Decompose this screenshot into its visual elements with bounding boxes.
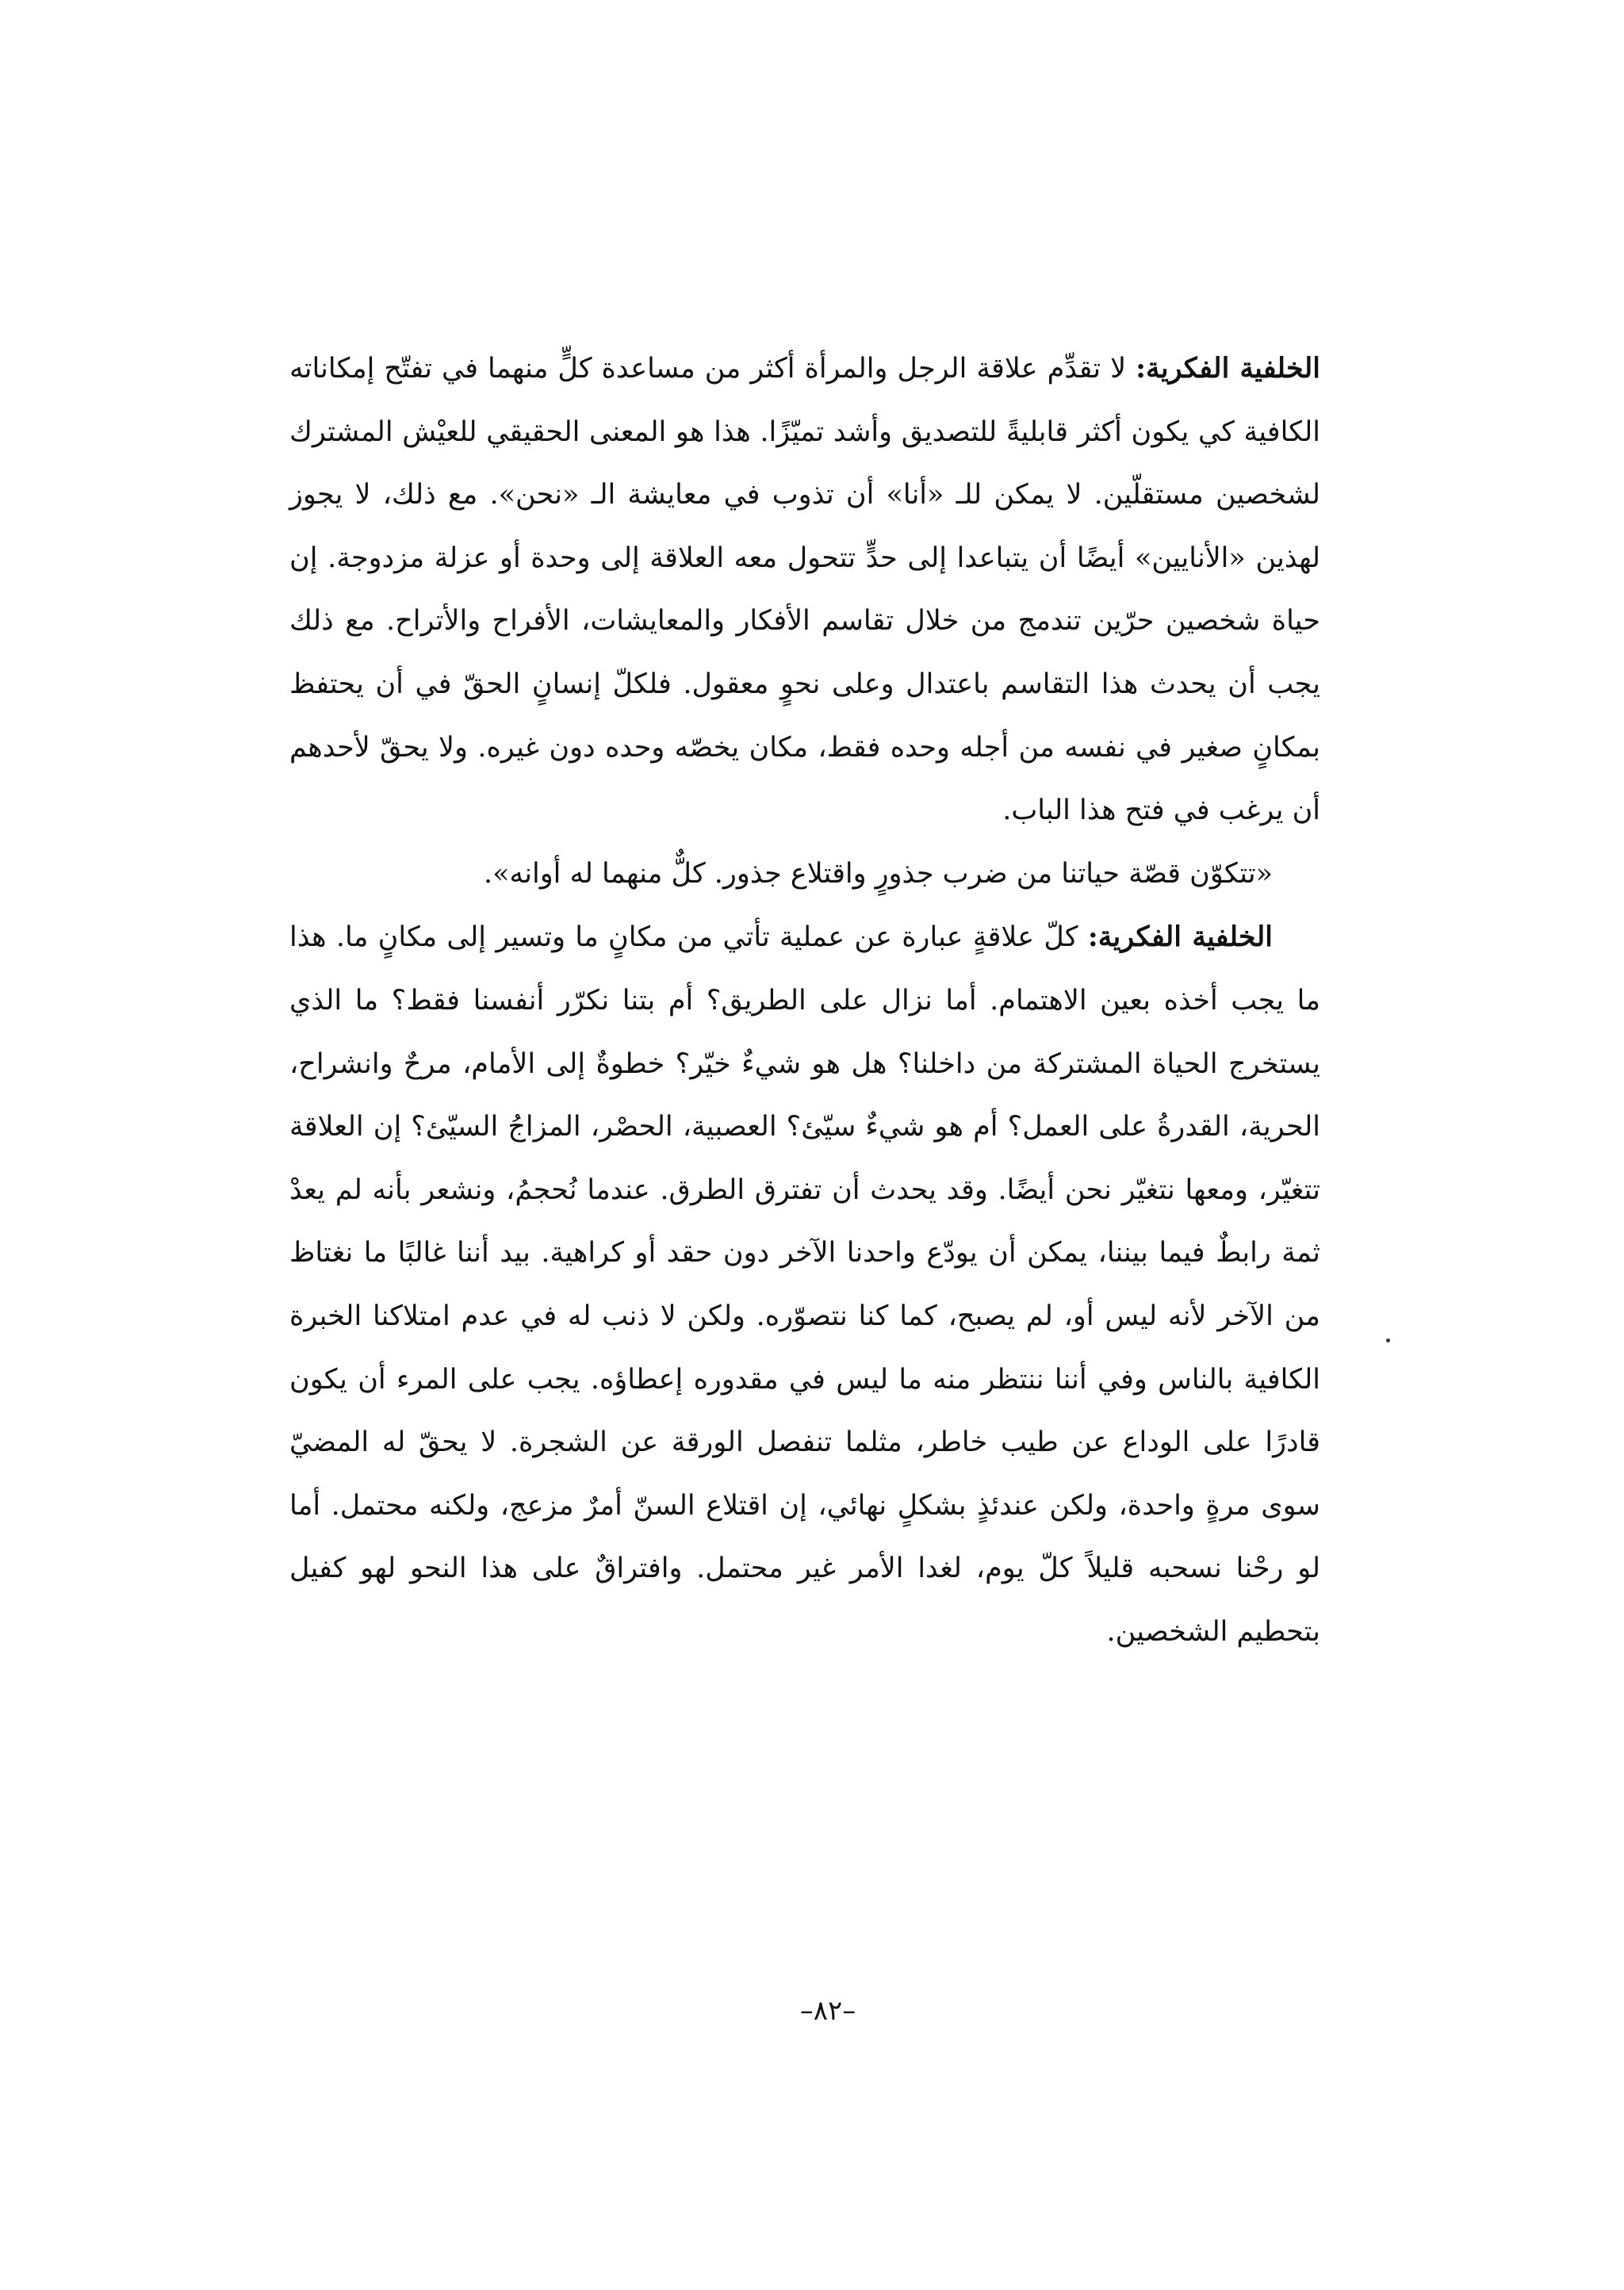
paragraph-2-text: كلّ علاقةٍ عبارة عن عملية تأتي من مكانٍ ما وتسير إلى مكانٍ ما. هذا ما يجب أخذه بعين الاهتمام. أما نزال على الطريق؟ أم بتنا نكرّر أنفسنا فقط؟ ما الذي يستخرج الحياة المشتركة من داخلنا؟ هل هو شيءٌ خيّر؟ خطوةٌ إلى الأمام، مرحٌ وانشراح، الحرية، القدرةُ على العمل؟ أم هو شيءٌ سيّئ؟ العصبية، الحصْر، المزاجُ السيّئ؟ إن العلاقة تتغيّر، ومعها نتغيّر نحن أيضًا. وقد يحدث أن تفترق الطرق. عندما نُحجمُ، ونشعر بأنه لم يعدْ ثمة رابطٌ فيما بيننا، يمكن أن يودّع واحدنا الآخر دون حقد أو كراهية. بيد أننا غالبًا ما نغتاظ من الآخر لأنه ليس أو، لم يصبح، كما كنا نتصوّره. ولكن لا ذنب له في عدم امتلاكنا الخبرة الكافية بالناس وفي أننا ننتظر منه ما ليس في مقدوره إعطاؤه. يجب على المرء أن يكون قادرًا على الوداع عن طيب خاطر، مثلما تنفصل الورقة عن الشجرة. لا يحقّ له المضيّ سوى مرةٍ واحدة، ولكن عندئذٍ بشكلٍ نهائي، إن اقتلاع السنّ أمرٌ مزعج، ولكنه محتمل. أما لو رحْنا نسحبه قليلاً كلّ يوم، لغدا الأمر غير محتمل. وافتراقٌ على هذا النحو لهو كفيل بتحطيم الشخصين. — [289, 921, 1320, 1648]
paragraph-1 — [289, 337, 1320, 843]
body-text — [289, 337, 1320, 1664]
paragraph-2-heading: الخلفية الفكرية: — [1087, 921, 1273, 954]
quote-paragraph: «تتكوّن قصّة حياتنا من ضرب جذورٍ واقتلاع جذور. كلٌّ منهما له أوانه». — [483, 857, 1273, 890]
paragraph-1-text: لا تقدِّم علاقة الرجل والمرأة أكثر من مساعدة كلٍّ منهما في تفتّح إمكاناته الكافية كي يكون أكثر قابليةً للتصديق وأشد تميّزًا. هذا هو المعنى الحقيقي للعيْش المشترك لشخصين مستقلّين. لا يمكن للـ «أنا» أن تذوب في معايشة الـ «نحن». مع ذلك، لا يجوز لهذين «الأنايين» أيضًا أن يتباعدا إلى حدٍّ تتحول معه العلاقة إلى وحدة أو عزلة مزدوجة. إن حياة شخصين حرّين تندمج من خلال تقاسم الأفكار والمعايشات، الأفراح والأتراح. مع ذلك يجب أن يحدث هذا التقاسم باعتدال وعلى نحوٍ معقول. فلكلّ إنسانٍ الحقّ في أن يحتفظ بمكانٍ صغير في نفسه من أجله وحده فقط، مكان يخصّه وحده دون غيره. ولا يحقّ لأحدهم أن يرغب في فتح هذا الباب. — [289, 353, 1320, 827]
scan-speck — [1386, 1338, 1390, 1342]
page-number: –٨٢– — [799, 1995, 856, 2027]
paragraph-1-heading: الخلفية الفكرية: — [1136, 352, 1320, 385]
paragraph-2 — [289, 906, 1320, 1664]
